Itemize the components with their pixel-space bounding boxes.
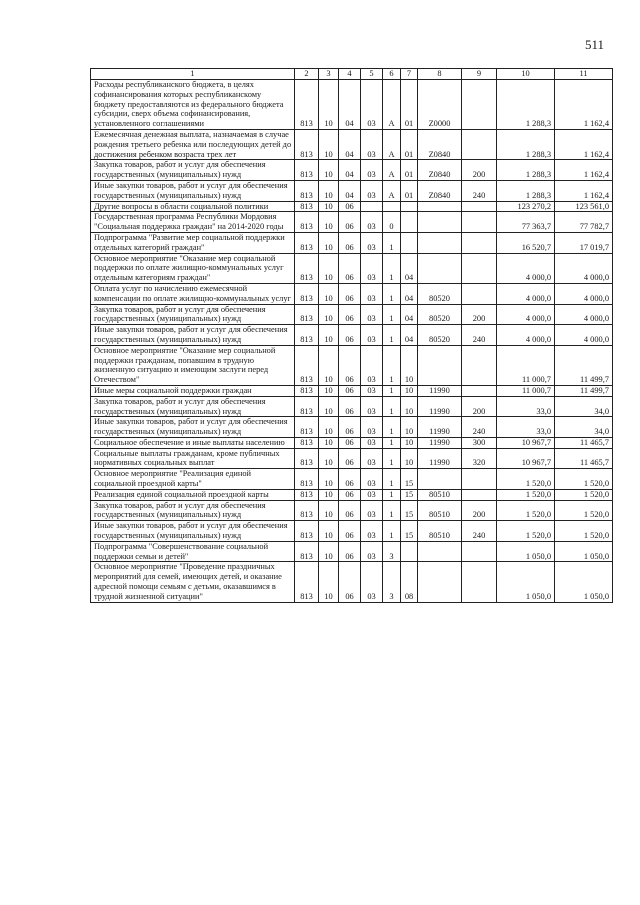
table-row — [91, 396, 613, 417]
subsection-code-cell: 06 — [339, 304, 361, 325]
direction-code-cell — [418, 201, 462, 212]
event-code-cell: 15 — [401, 521, 418, 542]
expense-type-code-cell — [462, 212, 497, 233]
table-row — [91, 180, 613, 201]
amount-year-1-cell: 11 000,7 — [497, 345, 555, 385]
section-code-cell: 10 — [319, 469, 339, 490]
subsection-code-cell: 06 — [339, 521, 361, 542]
subprogram-code-cell: А — [383, 80, 401, 130]
table-row — [91, 541, 613, 562]
table-row — [91, 253, 613, 283]
subsection-code-cell: 06 — [339, 489, 361, 500]
expense-type-code-cell — [462, 469, 497, 490]
amount-year-1-cell: 4 000,0 — [497, 253, 555, 283]
subsection-code-cell: 06 — [339, 345, 361, 385]
expense-type-code-cell: 200 — [462, 160, 497, 181]
expense-type-code-cell — [462, 385, 497, 396]
section-code-cell: 10 — [319, 489, 339, 500]
subsection-code-cell: 04 — [339, 180, 361, 201]
amount-year-2-cell: 1 050,0 — [555, 541, 613, 562]
direction-code-cell: 80510 — [418, 521, 462, 542]
subprogram-code-cell: 1 — [383, 253, 401, 283]
expense-type-code-cell — [462, 80, 497, 130]
section-code-cell: 10 — [319, 253, 339, 283]
section-code-cell: 10 — [319, 345, 339, 385]
subsection-code-cell: 06 — [339, 201, 361, 212]
ministry-code-cell: 813 — [295, 521, 319, 542]
amount-year-1-cell: 1 050,0 — [497, 562, 555, 602]
subprogram-code-cell: 1 — [383, 489, 401, 500]
ministry-code-cell: 813 — [295, 232, 319, 253]
expense-name-cell: Закупка товаров, работ и услуг для обеспечения государственных (муниципальных) нужд — [91, 500, 295, 521]
expense-name-cell: Закупка товаров, работ и услуг для обеспечения государственных (муниципальных) нужд — [91, 304, 295, 325]
subsection-code-cell: 06 — [339, 417, 361, 438]
table-row — [91, 489, 613, 500]
header-cell: 3 — [319, 69, 339, 80]
ministry-code-cell: 813 — [295, 469, 319, 490]
subsection-code-cell: 06 — [339, 385, 361, 396]
amount-year-1-cell: 1 520,0 — [497, 521, 555, 542]
header-cell: 2 — [295, 69, 319, 80]
subsection-code-cell: 06 — [339, 437, 361, 448]
program-code-cell: 03 — [361, 521, 383, 542]
amount-year-1-cell: 1 288,3 — [497, 80, 555, 130]
amount-year-2-cell: 4 000,0 — [555, 253, 613, 283]
table-row — [91, 500, 613, 521]
subsection-code-cell: 04 — [339, 129, 361, 159]
ministry-code-cell: 813 — [295, 304, 319, 325]
expense-type-code-cell: 200 — [462, 304, 497, 325]
subsection-code-cell: 06 — [339, 253, 361, 283]
subsection-code-cell: 06 — [339, 396, 361, 417]
table-row — [91, 448, 613, 469]
page-number: 511 — [584, 37, 604, 52]
ministry-code-cell: 813 — [295, 396, 319, 417]
program-code-cell: 03 — [361, 180, 383, 201]
amount-year-2-cell: 34,0 — [555, 417, 613, 438]
program-code-cell: 03 — [361, 345, 383, 385]
program-code-cell — [361, 201, 383, 212]
expense-type-code-cell — [462, 562, 497, 602]
subprogram-code-cell: 1 — [383, 448, 401, 469]
section-code-cell: 10 — [319, 212, 339, 233]
event-code-cell: 04 — [401, 325, 418, 346]
amount-year-1-cell: 16 520,7 — [497, 232, 555, 253]
expense-name-cell: Иные закупки товаров, работ и услуг для обеспечения государственных (муниципальных) нужд — [91, 325, 295, 346]
subprogram-code-cell: 1 — [383, 521, 401, 542]
subprogram-code-cell: 1 — [383, 232, 401, 253]
event-code-cell: 01 — [401, 160, 418, 181]
event-code-cell: 08 — [401, 562, 418, 602]
table-row — [91, 521, 613, 542]
table-row — [91, 304, 613, 325]
table-row — [91, 385, 613, 396]
direction-code-cell: 80510 — [418, 500, 462, 521]
program-code-cell: 03 — [361, 253, 383, 283]
table-row — [91, 201, 613, 212]
event-code-cell: 15 — [401, 489, 418, 500]
amount-year-2-cell: 4 000,0 — [555, 283, 613, 304]
program-code-cell: 03 — [361, 562, 383, 602]
section-code-cell: 10 — [319, 385, 339, 396]
expense-type-code-cell: 240 — [462, 325, 497, 346]
subsection-code-cell: 06 — [339, 448, 361, 469]
amount-year-2-cell: 1 162,4 — [555, 180, 613, 201]
program-code-cell: 03 — [361, 541, 383, 562]
header-cell: 11 — [555, 69, 613, 80]
event-code-cell: 10 — [401, 345, 418, 385]
subsection-code-cell: 06 — [339, 232, 361, 253]
expense-type-code-cell: 200 — [462, 500, 497, 521]
ministry-code-cell: 813 — [295, 201, 319, 212]
table-row — [91, 283, 613, 304]
table-row — [91, 345, 613, 385]
direction-code-cell: 11990 — [418, 437, 462, 448]
amount-year-2-cell: 11 499,7 — [555, 345, 613, 385]
subprogram-code-cell: 1 — [383, 500, 401, 521]
amount-year-2-cell: 1 520,0 — [555, 500, 613, 521]
amount-year-1-cell: 123 270,2 — [497, 201, 555, 212]
event-code-cell — [401, 541, 418, 562]
subprogram-code-cell: А — [383, 160, 401, 181]
expense-type-code-cell: 320 — [462, 448, 497, 469]
amount-year-1-cell: 33,0 — [497, 417, 555, 438]
section-code-cell: 10 — [319, 232, 339, 253]
amount-year-2-cell: 1 162,4 — [555, 160, 613, 181]
direction-code-cell — [418, 212, 462, 233]
subprogram-code-cell — [383, 201, 401, 212]
amount-year-1-cell: 4 000,0 — [497, 325, 555, 346]
section-code-cell: 10 — [319, 448, 339, 469]
amount-year-1-cell: 1 050,0 — [497, 541, 555, 562]
ministry-code-cell: 813 — [295, 80, 319, 130]
event-code-cell: 04 — [401, 304, 418, 325]
program-code-cell: 03 — [361, 80, 383, 130]
amount-year-1-cell: 10 967,7 — [497, 448, 555, 469]
direction-code-cell: Z0840 — [418, 129, 462, 159]
expense-type-code-cell — [462, 283, 497, 304]
amount-year-1-cell: 1 520,0 — [497, 469, 555, 490]
direction-code-cell: 11990 — [418, 385, 462, 396]
expense-name-cell: Государственная программа Республики Мордовия "Социальная поддержка граждан" на 2014-2020 годы — [91, 212, 295, 233]
direction-code-cell: 80520 — [418, 283, 462, 304]
expense-name-cell: Иные закупки товаров, работ и услуг для обеспечения государственных (муниципальных) нужд — [91, 180, 295, 201]
amount-year-1-cell: 4 000,0 — [497, 283, 555, 304]
ministry-code-cell: 813 — [295, 325, 319, 346]
amount-year-1-cell: 1 288,3 — [497, 160, 555, 181]
ministry-code-cell: 813 — [295, 562, 319, 602]
section-code-cell: 10 — [319, 304, 339, 325]
expense-type-code-cell — [462, 489, 497, 500]
ministry-code-cell: 813 — [295, 180, 319, 201]
direction-code-cell — [418, 541, 462, 562]
subprogram-code-cell: А — [383, 129, 401, 159]
amount-year-1-cell: 11 000,7 — [497, 385, 555, 396]
header-cell: 10 — [497, 69, 555, 80]
event-code-cell: 01 — [401, 180, 418, 201]
program-code-cell: 03 — [361, 448, 383, 469]
amount-year-1-cell: 33,0 — [497, 396, 555, 417]
direction-code-cell: Z0000 — [418, 80, 462, 130]
direction-code-cell — [418, 232, 462, 253]
subsection-code-cell: 06 — [339, 541, 361, 562]
ministry-code-cell: 813 — [295, 489, 319, 500]
subprogram-code-cell: 1 — [383, 345, 401, 385]
amount-year-2-cell: 1 162,4 — [555, 80, 613, 130]
event-code-cell: 15 — [401, 500, 418, 521]
ministry-code-cell: 813 — [295, 448, 319, 469]
section-code-cell: 10 — [319, 521, 339, 542]
direction-code-cell: 11990 — [418, 417, 462, 438]
amount-year-2-cell: 17 019,7 — [555, 232, 613, 253]
subprogram-code-cell: 3 — [383, 541, 401, 562]
table-row — [91, 469, 613, 490]
expense-name-cell: Иные меры социальной поддержки граждан — [91, 385, 295, 396]
expense-name-cell: Иные закупки товаров, работ и услуг для обеспечения государственных (муниципальных) нужд — [91, 521, 295, 542]
section-code-cell: 10 — [319, 325, 339, 346]
event-code-cell: 10 — [401, 437, 418, 448]
table-row — [91, 437, 613, 448]
program-code-cell: 03 — [361, 417, 383, 438]
direction-code-cell: Z0840 — [418, 180, 462, 201]
amount-year-2-cell: 4 000,0 — [555, 325, 613, 346]
ministry-code-cell: 813 — [295, 500, 319, 521]
expense-type-code-cell — [462, 232, 497, 253]
program-code-cell: 03 — [361, 160, 383, 181]
expense-type-code-cell: 240 — [462, 417, 497, 438]
table-row — [91, 80, 613, 130]
subprogram-code-cell: 1 — [383, 396, 401, 417]
amount-year-1-cell: 4 000,0 — [497, 304, 555, 325]
expense-type-code-cell — [462, 541, 497, 562]
table-row — [91, 129, 613, 159]
expense-name-cell: Основное мероприятие "Реализация единой социальной проездной карты" — [91, 469, 295, 490]
amount-year-2-cell: 11 499,7 — [555, 385, 613, 396]
table-row — [91, 160, 613, 181]
direction-code-cell: Z0840 — [418, 160, 462, 181]
header-cell: 9 — [462, 69, 497, 80]
subprogram-code-cell: 3 — [383, 562, 401, 602]
header-row — [91, 69, 613, 80]
amount-year-2-cell: 1 520,0 — [555, 489, 613, 500]
program-code-cell: 03 — [361, 385, 383, 396]
subsection-code-cell: 06 — [339, 325, 361, 346]
expense-type-code-cell: 300 — [462, 437, 497, 448]
direction-code-cell — [418, 469, 462, 490]
program-code-cell: 03 — [361, 437, 383, 448]
direction-code-cell: 80520 — [418, 304, 462, 325]
expense-type-code-cell — [462, 253, 497, 283]
amount-year-2-cell: 4 000,0 — [555, 304, 613, 325]
section-code-cell: 10 — [319, 562, 339, 602]
section-code-cell: 10 — [319, 201, 339, 212]
expense-type-code-cell — [462, 201, 497, 212]
subsection-code-cell: 04 — [339, 160, 361, 181]
amount-year-1-cell: 1 288,3 — [497, 180, 555, 201]
header-cell: 7 — [401, 69, 418, 80]
expense-type-code-cell — [462, 345, 497, 385]
table-row — [91, 212, 613, 233]
subsection-code-cell: 06 — [339, 562, 361, 602]
program-code-cell: 03 — [361, 283, 383, 304]
amount-year-1-cell: 1 520,0 — [497, 489, 555, 500]
expense-name-cell: Основное мероприятие "Оказание мер социальной поддержки гражданам, попавшим в трудную жизненную ситуацию и имеющим заслуги перед Отечеством" — [91, 345, 295, 385]
direction-code-cell: 80510 — [418, 489, 462, 500]
header-cell: 8 — [418, 69, 462, 80]
program-code-cell: 03 — [361, 232, 383, 253]
amount-year-2-cell: 34,0 — [555, 396, 613, 417]
ministry-code-cell: 813 — [295, 212, 319, 233]
subprogram-code-cell: 1 — [383, 283, 401, 304]
direction-code-cell — [418, 253, 462, 283]
event-code-cell: 01 — [401, 129, 418, 159]
ministry-code-cell: 813 — [295, 253, 319, 283]
expense-type-code-cell: 240 — [462, 521, 497, 542]
subsection-code-cell: 06 — [339, 469, 361, 490]
direction-code-cell: 80520 — [418, 325, 462, 346]
table-row — [91, 417, 613, 438]
header-cell: 6 — [383, 69, 401, 80]
subsection-code-cell: 06 — [339, 500, 361, 521]
program-code-cell: 03 — [361, 325, 383, 346]
program-code-cell: 03 — [361, 489, 383, 500]
program-code-cell: 03 — [361, 500, 383, 521]
section-code-cell: 10 — [319, 417, 339, 438]
expense-type-code-cell: 200 — [462, 396, 497, 417]
table-row — [91, 562, 613, 602]
program-code-cell: 03 — [361, 129, 383, 159]
section-code-cell: 10 — [319, 180, 339, 201]
amount-year-2-cell: 1 520,0 — [555, 521, 613, 542]
amount-year-1-cell: 1 288,3 — [497, 129, 555, 159]
amount-year-2-cell: 77 782,7 — [555, 212, 613, 233]
subprogram-code-cell: 1 — [383, 304, 401, 325]
direction-code-cell — [418, 562, 462, 602]
amount-year-2-cell: 11 465,7 — [555, 437, 613, 448]
amount-year-1-cell: 10 967,7 — [497, 437, 555, 448]
amount-year-2-cell: 11 465,7 — [555, 448, 613, 469]
expense-name-cell: Иные закупки товаров, работ и услуг для обеспечения государственных (муниципальных) нужд — [91, 417, 295, 438]
ministry-code-cell: 813 — [295, 129, 319, 159]
event-code-cell: 04 — [401, 283, 418, 304]
expense-name-cell: Подпрограмма "Развитие мер социальной поддержки отдельных категорий граждан" — [91, 232, 295, 253]
amount-year-2-cell: 1 162,4 — [555, 129, 613, 159]
direction-code-cell: 11990 — [418, 396, 462, 417]
expense-type-code-cell — [462, 129, 497, 159]
section-code-cell: 10 — [319, 541, 339, 562]
section-code-cell: 10 — [319, 437, 339, 448]
event-code-cell: 10 — [401, 396, 418, 417]
expense-name-cell: Закупка товаров, работ и услуг для обеспечения государственных (муниципальных) нужд — [91, 396, 295, 417]
amount-year-2-cell: 1 050,0 — [555, 562, 613, 602]
header-cell: 5 — [361, 69, 383, 80]
direction-code-cell: 11990 — [418, 448, 462, 469]
table-body — [91, 80, 613, 603]
header-cell: 1 — [91, 69, 295, 80]
section-code-cell: 10 — [319, 129, 339, 159]
subprogram-code-cell: 1 — [383, 417, 401, 438]
amount-year-1-cell: 1 520,0 — [497, 500, 555, 521]
header-cell: 4 — [339, 69, 361, 80]
amount-year-2-cell: 1 520,0 — [555, 469, 613, 490]
subprogram-code-cell: А — [383, 180, 401, 201]
expense-name-cell: Расходы республиканского бюджета, в целях софинансирования которых республиканскому бюджету предоставляются из федерального бюджета субсидии, сверх объема софинансирования, установленного соглашениями — [91, 80, 295, 130]
subsection-code-cell: 04 — [339, 80, 361, 130]
section-code-cell: 10 — [319, 500, 339, 521]
event-code-cell: 15 — [401, 469, 418, 490]
subsection-code-cell: 06 — [339, 283, 361, 304]
expense-name-cell: Подпрограмма "Совершенствование социальной поддержки семьи и детей" — [91, 541, 295, 562]
section-code-cell: 10 — [319, 283, 339, 304]
expense-name-cell: Основное мероприятие "Оказание мер социальной поддержки по оплате жилищно-коммунальных услуг отдельным категориям граждан" — [91, 253, 295, 283]
section-code-cell: 10 — [319, 396, 339, 417]
ministry-code-cell: 813 — [295, 437, 319, 448]
event-code-cell — [401, 212, 418, 233]
event-code-cell: 10 — [401, 417, 418, 438]
subprogram-code-cell: 1 — [383, 385, 401, 396]
ministry-code-cell: 813 — [295, 345, 319, 385]
ministry-code-cell: 813 — [295, 541, 319, 562]
section-code-cell: 10 — [319, 160, 339, 181]
subprogram-code-cell: 1 — [383, 325, 401, 346]
ministry-code-cell: 813 — [295, 385, 319, 396]
event-code-cell: 01 — [401, 80, 418, 130]
expense-name-cell: Другие вопросы в области социальной политики — [91, 201, 295, 212]
ministry-code-cell: 813 — [295, 160, 319, 181]
expense-name-cell: Социальное обеспечение и иные выплаты населению — [91, 437, 295, 448]
section-code-cell: 10 — [319, 80, 339, 130]
ministry-code-cell: 813 — [295, 417, 319, 438]
expense-type-code-cell: 240 — [462, 180, 497, 201]
expense-name-cell: Оплата услуг по начислению ежемесячной компенсации по оплате жилищно-коммунальных услуг — [91, 283, 295, 304]
expense-name-cell: Основное мероприятие "Проведение праздничных мероприятий для семей, имеющих детей, и оказание адресной помощи семьям с детьми, оказавшимся в трудной жизненной ситуации" — [91, 562, 295, 602]
program-code-cell: 03 — [361, 396, 383, 417]
table-row — [91, 232, 613, 253]
event-code-cell: 10 — [401, 385, 418, 396]
event-code-cell: 04 — [401, 253, 418, 283]
subprogram-code-cell: 1 — [383, 469, 401, 490]
expense-name-cell: Закупка товаров, работ и услуг для обеспечения государственных (муниципальных) нужд — [91, 160, 295, 181]
subprogram-code-cell: 1 — [383, 437, 401, 448]
subsection-code-cell: 06 — [339, 212, 361, 233]
expense-name-cell: Социальные выплаты гражданам, кроме публичных нормативных социальных выплат — [91, 448, 295, 469]
subprogram-code-cell: 0 — [383, 212, 401, 233]
expense-name-cell: Ежемесячная денежная выплата, назначаемая в случае рождения третьего ребенка или последующих детей до достижения ребенком возраста трех лет — [91, 129, 295, 159]
amount-year-1-cell: 77 363,7 — [497, 212, 555, 233]
budget-table — [90, 68, 613, 603]
table-row — [91, 325, 613, 346]
program-code-cell: 03 — [361, 469, 383, 490]
amount-year-2-cell: 123 561,0 — [555, 201, 613, 212]
direction-code-cell — [418, 345, 462, 385]
event-code-cell — [401, 232, 418, 253]
event-code-cell: 10 — [401, 448, 418, 469]
expense-name-cell: Реализация единой социальной проездной карты — [91, 489, 295, 500]
program-code-cell: 03 — [361, 304, 383, 325]
program-code-cell: 03 — [361, 212, 383, 233]
event-code-cell — [401, 201, 418, 212]
ministry-code-cell: 813 — [295, 283, 319, 304]
